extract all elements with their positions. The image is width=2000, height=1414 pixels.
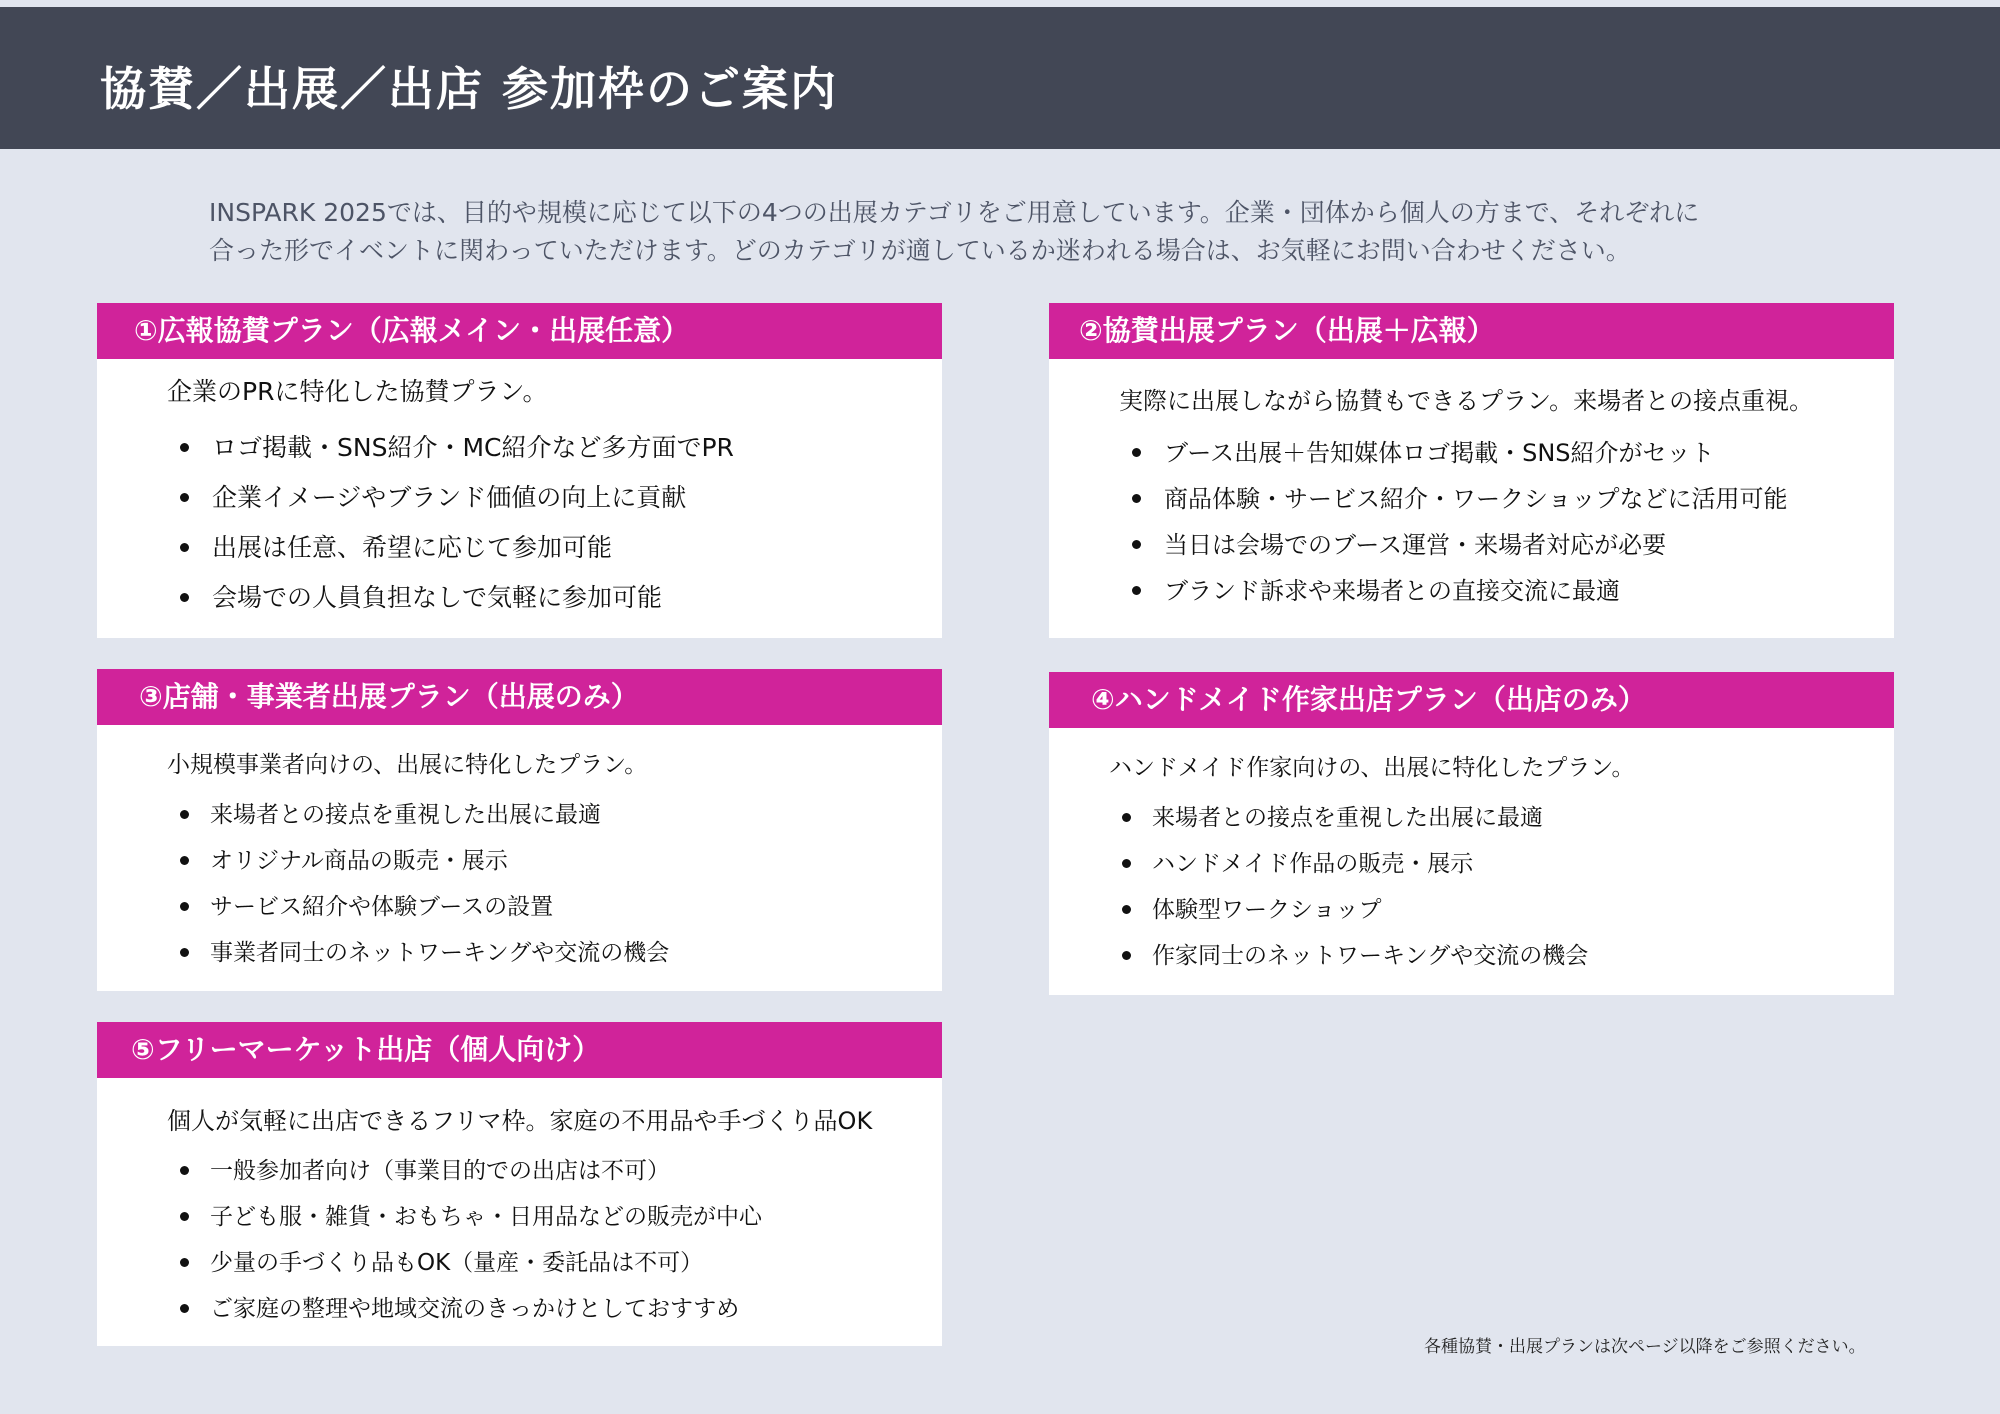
bullet-icon	[180, 902, 189, 911]
list-item-text: 出展は任意、希望に応じて参加可能	[212, 533, 613, 562]
list-item-text: ご家庭の整理や地域交流のきっかけとしておすすめ	[210, 1296, 740, 1322]
bullet-icon	[180, 443, 189, 452]
bullet-icon	[1132, 448, 1141, 457]
list-item	[180, 1286, 942, 1332]
list-item-text: 当日は会場でのブース運営・来場者対応が必要	[1164, 531, 1667, 559]
list-item	[180, 884, 942, 930]
plan-card-description: 実際に出展しながら協賛もできるプラン。来場者との接点重視。	[1119, 387, 1814, 415]
list-item	[180, 473, 942, 523]
plan-card-title: ④ハンドメイド作家出店プラン（出店のみ）	[1049, 672, 1894, 728]
plan-card-title: ⑤フリーマーケット出店（個人向け）	[97, 1022, 942, 1078]
list-item	[180, 423, 942, 473]
list-item-text: ロゴ掲載・SNS紹介・MC紹介など多方面でPR	[212, 433, 734, 462]
list-item-text: 企業イメージやブランド価値の向上に貢献	[212, 483, 687, 512]
bullet-icon	[1132, 540, 1141, 549]
list-item-text: オリジナル商品の販売・展示	[210, 848, 508, 874]
list-item-text: サービス紹介や体験ブースの設置	[210, 894, 554, 920]
list-item-text: 体験型ワークショップ	[1152, 897, 1382, 923]
bullet-icon	[180, 1258, 189, 1267]
bullet-icon	[1122, 813, 1131, 822]
list-item	[1122, 887, 1894, 933]
list-item-text: 事業者同士のネットワーキングや交流の機会	[210, 940, 670, 966]
list-item-text: 来場者との接点を重視した出展に最適	[210, 802, 601, 828]
list-item	[180, 838, 942, 884]
list-item-text: 一般参加者向け（事業目的での出店は不可）	[210, 1158, 670, 1184]
bullet-icon	[180, 1166, 189, 1175]
list-item-text: 来場者との接点を重視した出展に最適	[1152, 805, 1543, 831]
plan-card-5	[97, 1022, 942, 1346]
plan-card-title: ①広報協賛プラン（広報メイン・出展任意）	[97, 303, 942, 359]
list-item	[1122, 841, 1894, 887]
plan-card-description: 小規模事業者向けの、出展に特化したプラン。	[167, 752, 648, 778]
bullet-icon	[1132, 494, 1141, 503]
list-item	[1132, 430, 1894, 476]
list-item-text: ブランド訴求や来場者との直接交流に最適	[1164, 577, 1620, 605]
bullet-icon	[180, 856, 189, 865]
top-band	[0, 0, 2000, 7]
bullet-icon	[180, 1212, 189, 1221]
page-title: 協賛／出展／出店 参加枠のご案内	[100, 62, 839, 116]
list-item	[180, 523, 942, 573]
list-item	[180, 930, 942, 976]
plan-card-3	[97, 669, 942, 991]
intro-text	[209, 194, 1809, 270]
list-item-text: 作家同士のネットワーキングや交流の機会	[1152, 943, 1589, 969]
plan-card-4	[1049, 672, 1894, 995]
plan-card-description: 個人が気軽に出店できるフリマ枠。家庭の不用品や手づくり品OK	[167, 1107, 873, 1135]
footnote: 各種協賛・出展プランは次ページ以降をご参照ください。	[1424, 1337, 1866, 1357]
bullet-icon	[1122, 905, 1131, 914]
list-item	[1132, 568, 1894, 614]
plan-card-2	[1049, 303, 1894, 638]
plan-card-title: ②協賛出展プラン（出展＋広報）	[1049, 303, 1894, 359]
list-item	[1122, 933, 1894, 979]
list-item	[180, 1148, 942, 1194]
bullet-icon	[180, 810, 189, 819]
list-item-text: ハンドメイド作品の販売・展示	[1152, 851, 1474, 877]
bullet-icon	[180, 543, 189, 552]
bullet-icon	[180, 948, 189, 957]
plan-card-description: ハンドメイド作家向けの、出展に特化したプラン。	[1109, 755, 1635, 781]
list-item	[1132, 522, 1894, 568]
plan-card-description: 企業のPRに特化した協賛プラン。	[167, 377, 548, 406]
list-item-text: 会場での人員負担なしで気軽に参加可能	[212, 583, 663, 612]
list-item	[1132, 476, 1894, 522]
intro-line-1: INSPARK 2025では、目的や規模に応じて以下の4つの出展カテゴリをご用意しています。企業・団体から個人の方まで、それぞれに	[209, 198, 1700, 227]
list-item-text: 子ども服・雑貨・おもちゃ・日用品などの販売が中心	[210, 1204, 762, 1230]
bullet-icon	[1122, 859, 1131, 868]
bullet-icon	[1132, 586, 1141, 595]
bullet-icon	[180, 493, 189, 502]
list-item	[180, 1194, 942, 1240]
list-item-text: ブース出展＋告知媒体ロゴ掲載・SNS紹介がセット	[1164, 439, 1715, 467]
list-item	[180, 792, 942, 838]
plan-card-title: ③店舗・事業者出展プラン（出展のみ）	[97, 669, 942, 725]
header-bar	[0, 7, 2000, 149]
list-item	[1122, 795, 1894, 841]
bullet-icon	[180, 593, 189, 602]
list-item-text: 商品体験・サービス紹介・ワークショップなどに活用可能	[1164, 485, 1788, 513]
bullet-icon	[1122, 951, 1131, 960]
intro-line-2: 合った形でイベントに関わっていただけます。どのカテゴリが適しているか迷われる場合は、お気軽にお問い合わせください。	[209, 236, 1631, 265]
list-item-text: 少量の手づくり品もOK（量産・委託品は不可）	[210, 1250, 704, 1276]
plan-card-1	[97, 303, 942, 638]
bullet-icon	[180, 1304, 189, 1313]
list-item	[180, 573, 942, 623]
list-item	[180, 1240, 942, 1286]
